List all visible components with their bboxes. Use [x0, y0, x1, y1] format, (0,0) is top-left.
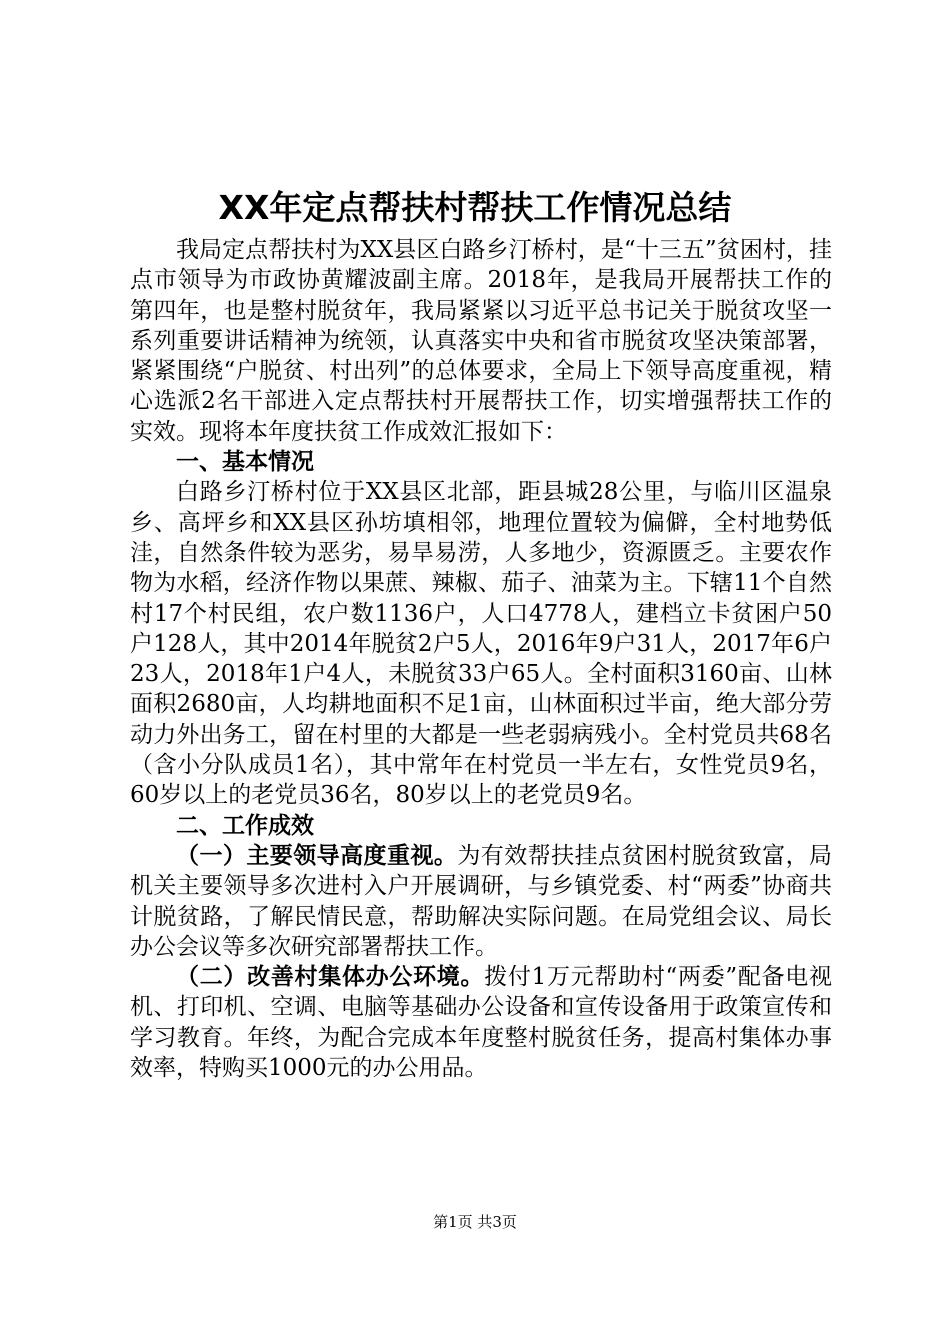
results-item-2 — [130, 962, 832, 1083]
results-item-1-text: 为有效帮扶挂点贫困村脱贫致富，局机关主要领导多次进村入户开展调研，与乡镇党委、村“两委”协商共计脱贫路，了解民情民意，帮助解决实际问题。在局党组会议、局长办公会议等多次研究部署帮扶工作。 — [130, 842, 833, 960]
section-heading-basic-info: 一、基本情况 — [176, 449, 314, 476]
results-item-1 — [130, 841, 832, 962]
results-item-2-lead: （二）改善村集体办公环境。 — [176, 964, 485, 991]
section-heading-results: 二、工作成效 — [176, 812, 314, 839]
intro-paragraph: 我局定点帮扶村为XX县区白路乡汀桥村，是“十三五”贫困村，挂点市领导为市政协黄耀波副主席。2018年，是我局开展帮扶工作的第四年，也是整村脱贫年，我局紧紧以习近平总书记关于脱贫攻坚一系列重要讲话精神为统领，认真落实中央和省市脱贫攻坚决策部署，紧紧围绕“户脱贫、村出列”的总体要求，全局上下领导高度重视，精心选派2名干部进入定点帮扶村开展帮扶工作，切实增强帮扶工作的实效。现将本年度扶贫工作成效汇报如下： — [130, 237, 832, 445]
page-footer: 第1页 共3页 — [433, 1213, 517, 1231]
results-item-1-lead: （一）主要领导高度重视。 — [176, 842, 458, 869]
results-item-2-text: 拨付1万元帮助村“两委”配备电视机、打印机、空调、电脑等基础办公设备和宣传设备用于政策宣传和学习教育。年终，为配合完成本年度整村脱贫任务，提高村集体办事效率，特购买1000元的办公用品。 — [130, 964, 832, 1082]
document-title: XX年定点帮扶村帮扶工作情况总结 — [218, 188, 732, 227]
document-body — [130, 235, 832, 1083]
basic-info-paragraph: 白路乡汀桥村位于XX县区北部，距县城28公里，与临川区温泉乡、高坪乡和XX县区孙坊填相邻，地理位置较为偏僻，全村地势低洼，自然条件较为恶劣，易旱易涝，人多地少，资源匮乏。主要农作物为水稻，经济作物以果蔗、辣椒、茄子、油菜为主。下辖11个自然村17个村民组，农户数1136户，人口4778人，建档立卡贫困户50户128人，其中2014年脱贫2户5人，2016年9户31人，2017年6户23人，2018年1户4人，未脱贫33户65人。全村面积3160亩、山林面积2680亩，人均耕地面积不足1亩，山林面积过半亩，绝大部分劳动力外出务工，留在村里的大都是一些老弱病残小。全村党员共68名（含小分队成员1名），其中常年在村党员一半左右，女性党员9名，60岁以上的老党员36名，80岁以上的老党员9名。 — [130, 479, 832, 809]
